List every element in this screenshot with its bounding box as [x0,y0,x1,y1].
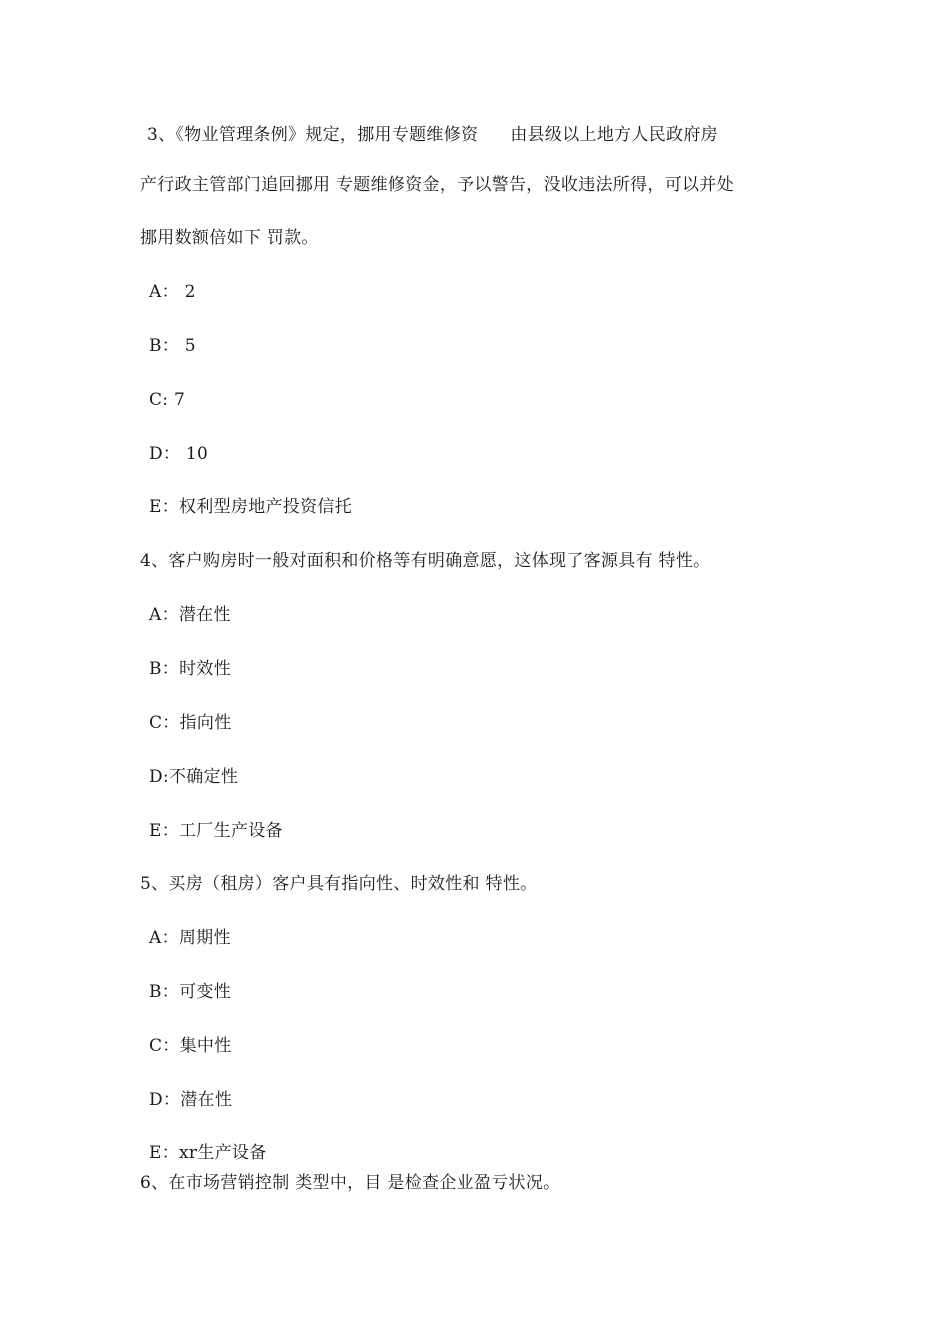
q3-option-d: D： 10 [149,444,209,464]
q3-option-c: C: 7 [149,390,186,410]
q4-option-c: C：指向性 [149,713,232,733]
q4-stem: 4、客户购房时一般对面积和价格等有明确意愿，这体现了客源具有 特性。 [140,551,711,571]
q4-option-a: A：潜在性 [149,605,231,625]
q5-option-c: C：集中性 [149,1036,232,1056]
q3-option-a: A： 2 [149,282,196,302]
q4-option-d: D:不确定性 [149,767,239,787]
q5-option-b: B：可变性 [149,982,231,1002]
q4-option-b: B：时效性 [149,659,231,679]
q5-stem: 5、买房（租房）客户具有指向性、时效性和 特性。 [140,874,538,894]
q3-stem-line-2: 产行政主管部门追回挪用 专题维修资金，予以警告，没收违法所得，可以并处 [140,175,734,195]
q3-option-e: E：权利型房地产投资信托 [149,497,353,517]
q5-option-d: D：潜在性 [149,1090,233,1110]
q6-stem: 6、在市场营销控制 类型中，目 是检查企业盈亏状况。 [140,1173,561,1193]
q3-stem-line-1b: 由县级以上地方人民政府房 [510,125,718,145]
q3-stem-line-3: 挪用数额倍如下 罚款。 [140,228,319,248]
q3-stem-line-1a: 3、《物业管理条例》规定，挪用专题维修资 [147,125,479,145]
q3-stem-line-1 [147,124,718,146]
q5-option-a: A：周期性 [149,928,231,948]
q5-option-e: E：xr生产设备 [149,1143,267,1163]
q3-option-b: B： 5 [149,336,196,356]
q4-option-e: E：工厂生产设备 [149,821,283,841]
